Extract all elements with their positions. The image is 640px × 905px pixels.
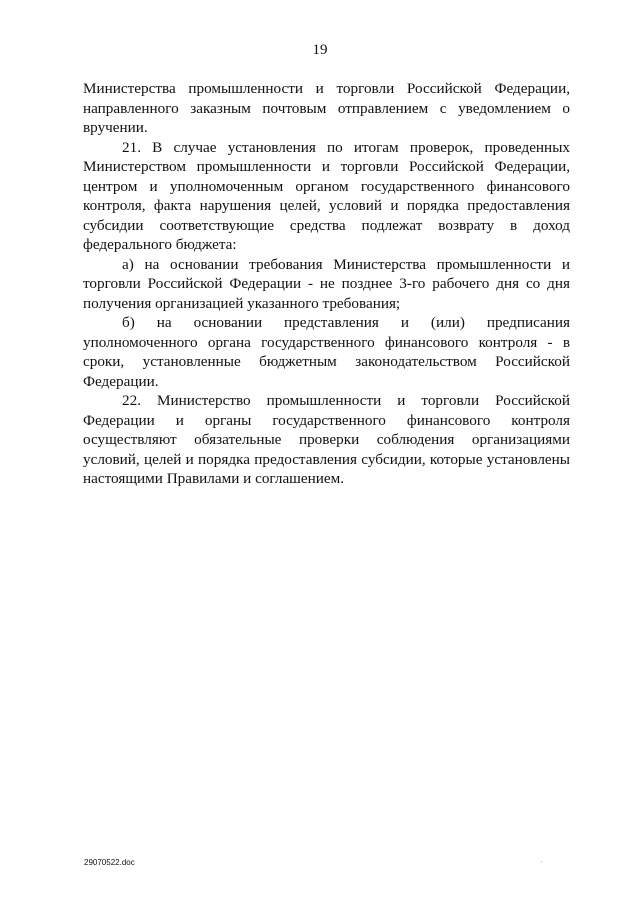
paragraph-clause-22: 22. Министерство промышленности и торговли Российской Федерации и органы государственного финансового контроля осуществляют обязательные проверки соблюдения организациями условий, целей и порядка предоставления субсидии, которые установлены настоящими Правилами и соглашением. [83,392,570,487]
paragraph-clause-21-a: а) на основании требования Министерства промышленности и торговли Российской Федерации - не позднее 3-го рабочего дня со дня получения организацией указанного требования; [83,255,570,312]
footer-dot: · [540,858,543,867]
paragraph-continuation: Министерства промышленности и торговли Российской Федерации, направленного заказным почтовым отправлением с уведомлением о вручении. [83,80,570,136]
footer-document-code: 29070522.doc [84,858,135,867]
document-body [83,79,570,489]
page-number: 19 [312,42,328,58]
paragraph-clause-21: 21. В случае установления по итогам проверок, проведенных Министерством промышленности и торговли Российской Федерации, центром и уполномоченным органом государственного финансового контроля, факта нарушения целей, условий и порядка предоставления субсидии соответствующие средства подлежат возврату в доход федерального бюджета: [83,138,570,253]
paragraph-clause-21-b: б) на основании представления и (или) предписания уполномоченного органа государственного финансового контроля - в сроки, установленные бюджетным законодательством Российской Федерации. [83,314,570,390]
